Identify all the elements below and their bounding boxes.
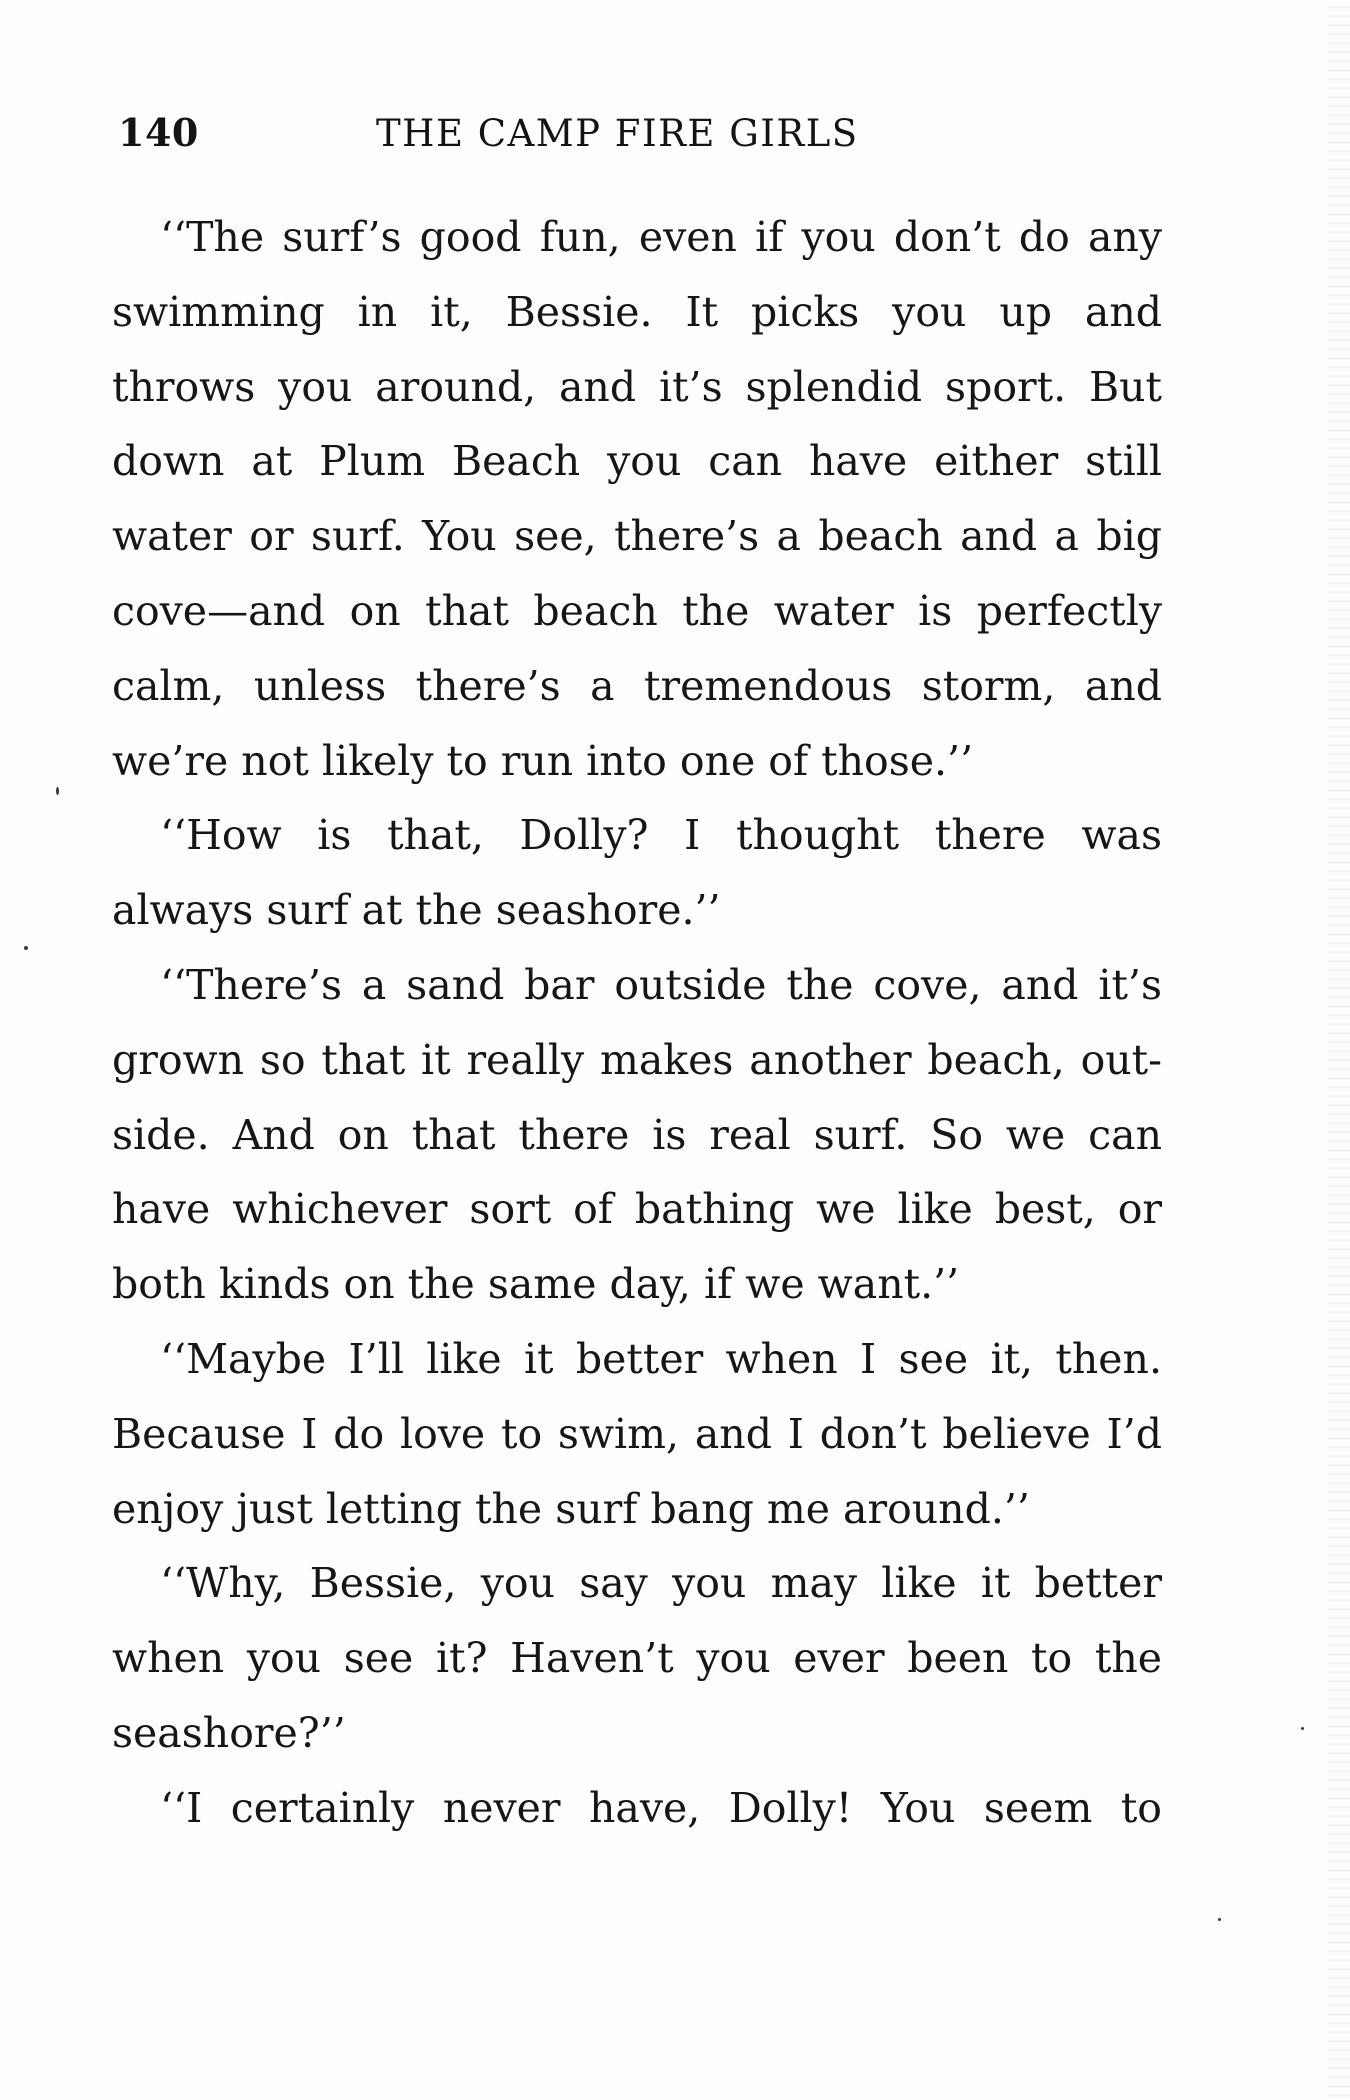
scan-speck (24, 946, 28, 950)
text-line: swimming in it, Bessie. It picks you up and (112, 287, 1162, 336)
text-line: throws you around, and it’s splendid sport. But (112, 362, 1162, 411)
text-line: ‘‘The surf’s good fun, even if you don’t do any (160, 213, 1162, 261)
text-line: ‘‘There’s a sand bar outside the cove, and it’s (160, 960, 1162, 1009)
text-line: ‘‘Why, Bessie, you say you may like it better (160, 1559, 1162, 1608)
text-line: water or surf. You see, there’s a beach and a big (112, 512, 1162, 561)
text-line: ‘‘How is that, Dolly? I thought there was (160, 811, 1162, 860)
text-line: side. And on that there is real surf. So we can (112, 1110, 1162, 1159)
text-line: ‘‘I certainly never have, Dolly! You seem to (160, 1783, 1162, 1832)
text-line: have whichever sort of bathing we like best, or (112, 1185, 1162, 1234)
running-head (118, 110, 1158, 160)
text-line: grown so that it really makes another beach, out- (112, 1035, 1162, 1084)
text-line: always surf at the seashore.’’ (112, 886, 721, 935)
text-line: enjoy just letting the surf bang me around.’’ (112, 1484, 1030, 1533)
text-line: ‘‘Maybe I’ll like it better when I see it, then. (160, 1334, 1162, 1383)
text-line: calm, unless there’s a tremendous storm, and (112, 661, 1162, 710)
page-number: 140 (118, 110, 199, 155)
scan-speck (1218, 1918, 1221, 1921)
text-line: when you see it? Haven’t you ever been to the (112, 1634, 1162, 1683)
text-line: we’re not likely to run into one of those.’’ (112, 736, 974, 785)
scan-speck (1301, 1727, 1304, 1730)
text-line: both kinds on the same day, if we want.’’ (112, 1260, 960, 1309)
book-title: THE CAMP FIRE GIRLS (376, 112, 859, 155)
page-body-text (112, 200, 1162, 1846)
text-line: Because I do love to swim, and I don’t believe I’d (112, 1409, 1162, 1458)
scan-speck (56, 787, 59, 795)
text-line: cove—and on that beach the water is perfectly (112, 586, 1162, 635)
text-line: seashore?’’ (112, 1708, 346, 1757)
scan-edge (1328, 0, 1350, 2100)
text-line: down at Plum Beach you can have either still (112, 437, 1162, 486)
